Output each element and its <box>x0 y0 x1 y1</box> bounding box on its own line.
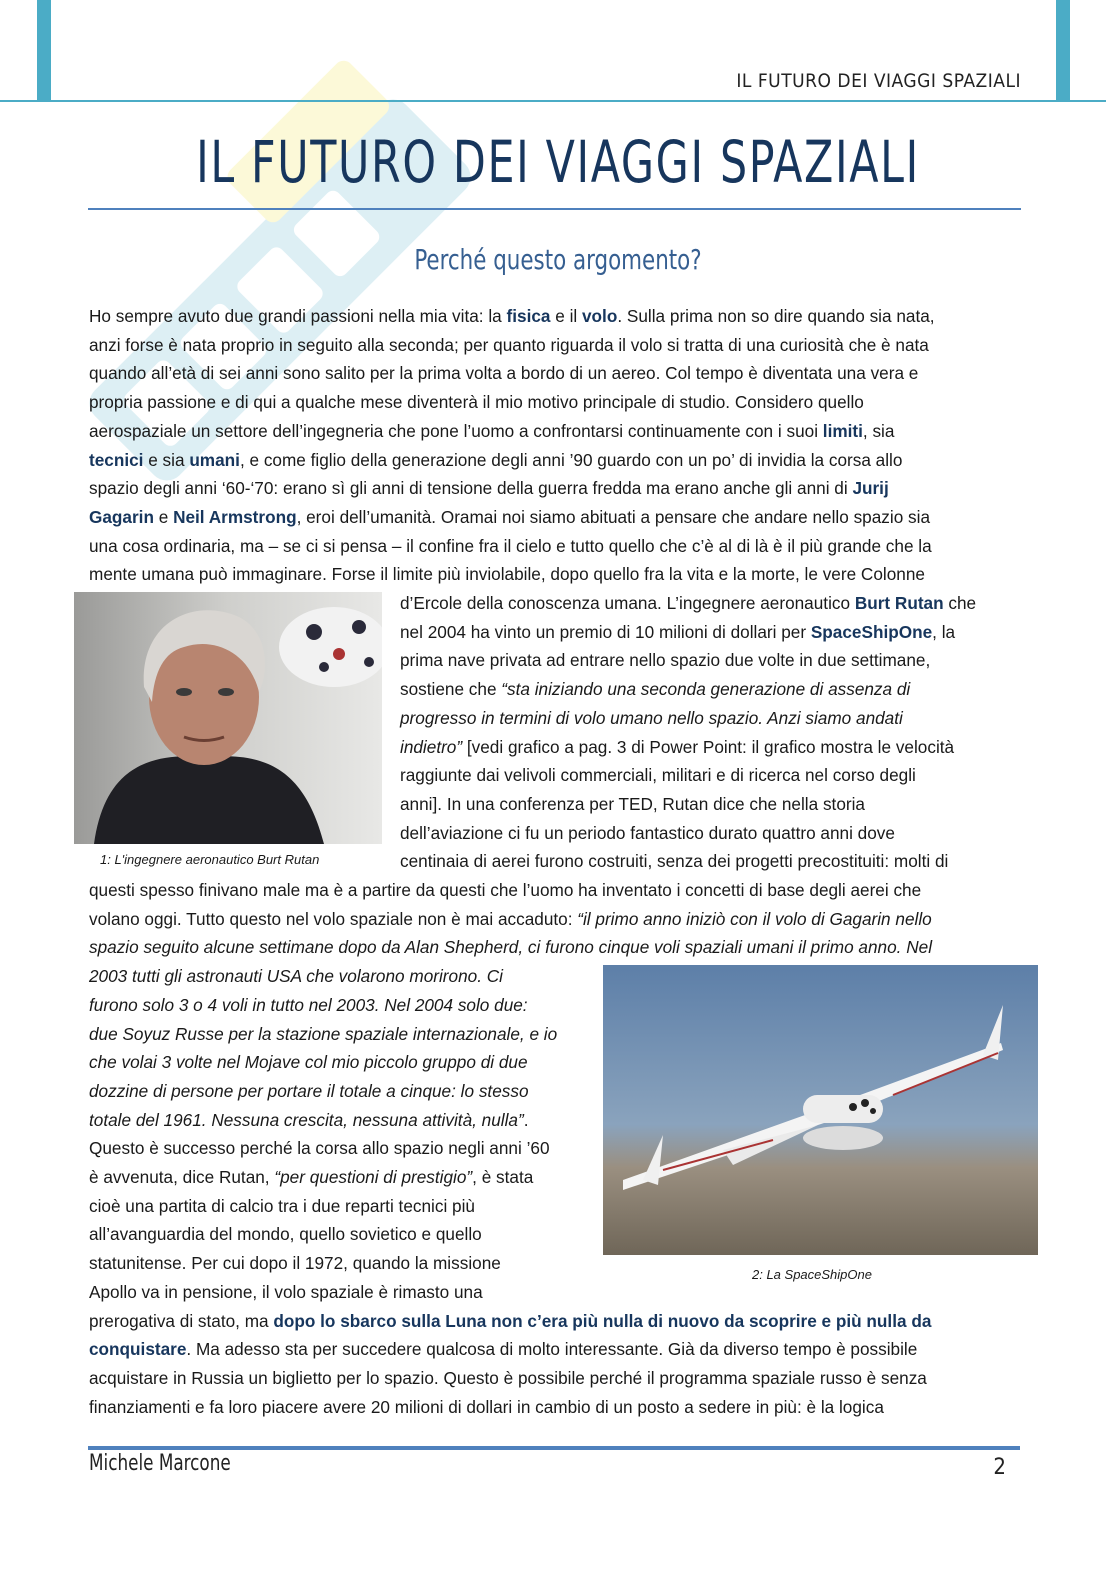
text-line: nel 2004 ha vinto un premio di 10 milioni di dollari per SpaceShipOne, la <box>400 621 956 642</box>
text-line: Gagarin e Neil Armstrong, eroi dell’umanità. Oramai noi siamo abituati a pensare che andare nello spazio sia <box>89 506 931 527</box>
text-line: cioè una partita di calcio tra i due reparti tecnici più <box>89 1195 475 1216</box>
text-line: volano oggi. Tutto questo nel volo spaziale non è mai accaduto: “il primo anno iniziò con il volo di Gagarin nello <box>89 908 932 929</box>
figure-2-caption: 2: La SpaceShipOne <box>752 1267 872 1282</box>
text-line: tecnici e sia umani, e come figlio della generazione degli anni ’90 guardo con un po’ di invidia la corsa allo <box>89 449 903 470</box>
text-line: dell’aviazione ci fu un periodo fantastico durato quattro anni dove <box>400 822 895 843</box>
text-line: anzi forse è nata proprio in seguito alla seconda; per quanto riguarda il volo si tratta di una curiosità che è nata <box>89 334 929 355</box>
footer-author: Michele Marcone <box>89 1451 231 1476</box>
text-line: d’Ercole della conoscenza umana. L’ingegnere aeronautico Burt Rutan che <box>400 593 977 613</box>
header-left-bar <box>37 0 51 102</box>
page-title: IL FUTURO DEI VIAGGI SPAZIALI <box>196 128 920 196</box>
figure-1-caption: 1: L'ingegnere aeronautico Burt Rutan <box>100 852 320 867</box>
text-line: questi spesso finivano male ma è a partire da questi che l’uomo ha inventato i concetti di base degli aerei che <box>89 880 922 900</box>
text-line: che volai 3 volte nel Mojave col mio piccolo gruppo di due <box>89 1052 528 1073</box>
text-line: prerogativa di stato, ma dopo lo sbarco sulla Luna non c’era più nulla di nuovo da scoprire e più nulla da <box>89 1310 932 1331</box>
text-line: raggiunte dai velivoli commerciali, militari e di ricerca nel corso degli <box>400 765 916 786</box>
page-number: 2 <box>993 1455 1006 1480</box>
text-line: progresso in termini di volo umano nello spazio. Anzi siamo andati <box>400 707 903 728</box>
text-line: finanziamenti e fa loro piacere avere 20 milioni di dollari in cambio di un posto a sedere in più: è la logica <box>89 1396 884 1417</box>
text-line: furono solo 3 o 4 voli in tutto nel 2003. Nel 2004 solo due: <box>89 994 528 1015</box>
text-line: mente umana può immaginare. Forse il limite più inviolabile, dopo quello fra la vita e la morte, le vere Colonne <box>89 564 925 585</box>
text-line: sostiene che “sta iniziando una seconda generazione di assenza di <box>400 679 911 700</box>
text-line: una cosa ordinaria, ma – se ci si pensa – il confine fra il cielo e tutto quello che c’è al di là è il più grande che la <box>89 535 932 556</box>
text-line: 2003 tutti gli astronauti USA che volarono morirono. Ci <box>89 966 503 987</box>
header-rule <box>0 100 1106 102</box>
text-line: Questo è successo perché la corsa allo spazio negli anni ’60 <box>89 1138 550 1159</box>
text-line: aerospaziale un settore dell’ingegneria che pone l’uomo a confrontarsi continuamente con i suoi limiti, sia <box>89 420 895 441</box>
text-line: conquistare. Ma adesso sta per succedere qualcosa di molto interessante. Già da diverso tempo è possibile <box>89 1339 918 1360</box>
spaceshipone-photo <box>603 965 1038 1255</box>
text-line: centinaia di aerei furono costruiti, senza dei progetti precostituiti: molti di <box>400 851 949 872</box>
text-line: Ho sempre avuto due grandi passioni nella mia vita: la fisica e il volo. Sulla prima non so dire quando sia nata, <box>89 306 935 326</box>
text-line: quando all’età di sei anni sono salito per la prima volta a bordo di un aereo. Col tempo è diventata una vera e <box>89 363 919 384</box>
text-line: propria passione e di qui a qualche mese diventerà il mio motivo principale di studio. Considero quello <box>89 392 864 413</box>
text-line: spazio seguito alcune settimane dopo da Alan Shepherd, ci furono cinque voli spaziali umani il primo anno. Nel <box>89 937 933 958</box>
text-line: acquistare in Russia un biglietto per lo spazio. Questo è possibile perché il programma spaziale russo è senza <box>89 1367 927 1388</box>
text-line: anni]. In una conferenza per TED, Rutan dice che nella storia <box>400 793 865 814</box>
text-line: indietro” [vedi grafico a pag. 3 di Power Point: il grafico mostra le velocità <box>400 736 955 757</box>
running-header-title: IL FUTURO DEI VIAGGI SPAZIALI <box>736 70 1021 92</box>
text-line: Apollo va in pensione, il volo spaziale è rimasto una <box>89 1281 483 1302</box>
title-underline <box>88 208 1021 210</box>
text-line: all’avanguardia del mondo, quello sovietico e quello <box>89 1224 482 1245</box>
text-line: totale del 1961. Nessuna crescita, nessuna attività, nulla”. <box>89 1109 529 1130</box>
text-line: due Soyuz Russe per la stazione spaziale internazionale, e io <box>89 1023 558 1044</box>
text-line: dozzine di persone per portare il totale a cinque: lo stesso <box>89 1080 529 1101</box>
text-line: statunitense. Per cui dopo il 1972, quando la missione <box>89 1253 501 1274</box>
text-line: è avvenuta, dice Rutan, “per questioni di prestigio”, è stata <box>89 1167 534 1187</box>
footer-rule <box>88 1446 1020 1450</box>
header-right-bar <box>1056 0 1070 102</box>
text-line: prima nave privata ad entrare nello spazio due volte in due settimane, <box>400 650 931 671</box>
text-line: spazio degli anni ‘60-‘70: erano sì gli anni di tensione della guerra fredda ma erano anche gli anni di Jurij <box>89 478 889 499</box>
section-heading: Perché questo argomento? <box>414 243 702 276</box>
burt-rutan-photo <box>74 592 382 844</box>
